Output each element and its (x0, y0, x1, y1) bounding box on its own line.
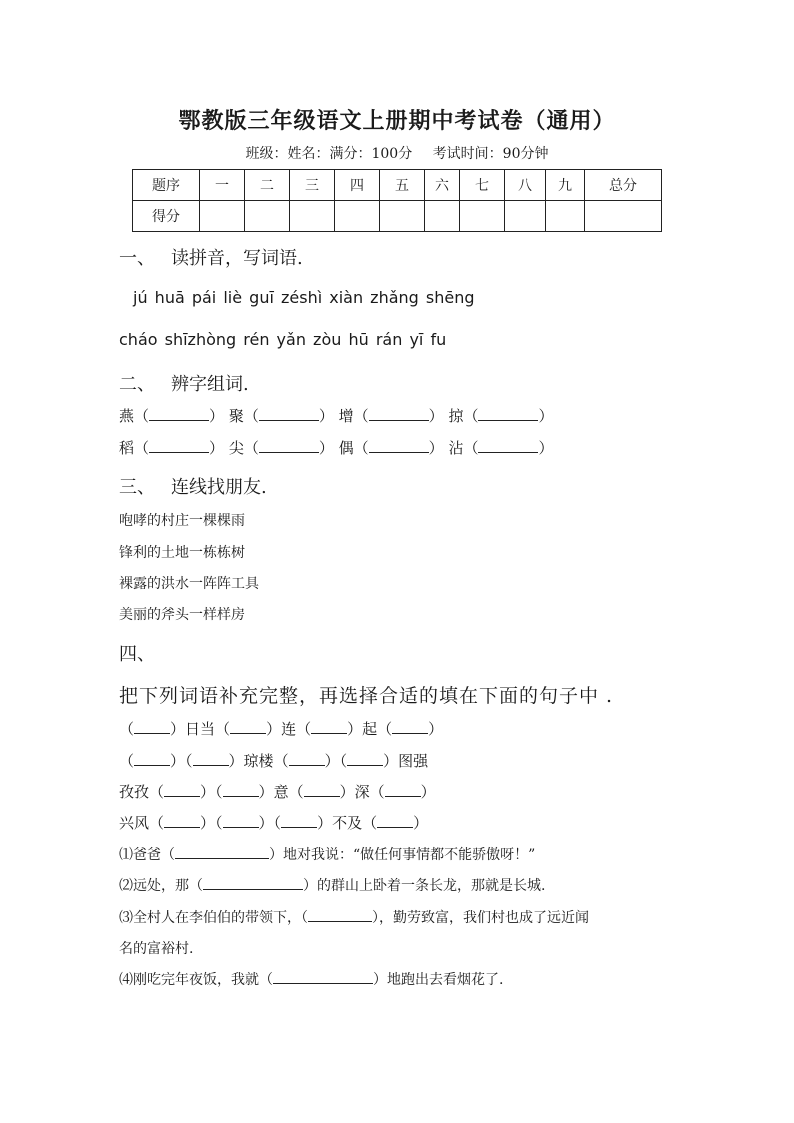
sentence-text: ）的群山上卧着一条长龙，那就是长城. (303, 878, 546, 894)
answer-blank[interactable] (347, 751, 383, 766)
answer-blank[interactable] (230, 719, 266, 734)
sentence-text: ），勤劳致富，我们村也成了远近闻 (372, 910, 589, 926)
score-table (132, 169, 662, 232)
score-cell[interactable] (585, 201, 662, 232)
match-item: 咆哮的村庄一棵棵雨 (119, 513, 245, 529)
answer-blank[interactable] (175, 844, 269, 859)
class-name-info: 班级：姓名：满分：100分 (245, 146, 413, 162)
answer-blank[interactable] (478, 438, 538, 453)
section-number: 一、 (119, 248, 155, 269)
score-header-cell: 七 (460, 170, 505, 201)
score-header-cell: 一 (200, 170, 245, 201)
page-title: 鄂教版三年级语文上册期中考试卷（通用） (178, 108, 616, 134)
idiom-fragment: 兴风 (119, 814, 150, 832)
char-item: 偶 (338, 439, 354, 457)
score-header-cell: 题序 (133, 170, 200, 201)
score-cell[interactable] (335, 201, 380, 232)
answer-blank[interactable] (134, 719, 170, 734)
section-2-heading (119, 370, 249, 396)
answer-blank[interactable] (259, 438, 319, 453)
exam-info (0, 143, 794, 163)
score-header-cell: 四 (335, 170, 380, 201)
answer-blank[interactable] (203, 875, 303, 890)
answer-blank[interactable] (164, 782, 200, 797)
answer-blank[interactable] (223, 782, 259, 797)
char-item: 增 (338, 407, 354, 425)
section-1-heading (119, 244, 303, 270)
pinyin-line-1: jú huā pái liè guī zéshì xiàn zhǎng shēng (133, 288, 475, 307)
score-header-cell: 总分 (585, 170, 662, 201)
sentence-text: ⑵远处，那（ (119, 878, 203, 894)
answer-blank[interactable] (273, 969, 373, 984)
answer-blank[interactable] (369, 406, 429, 421)
section-title: 辨字组词. (171, 374, 249, 395)
score-cell[interactable] (380, 201, 425, 232)
score-header-cell: 六 (425, 170, 460, 201)
char-item: 尖 (228, 439, 244, 457)
answer-blank[interactable] (369, 438, 429, 453)
sentence-text: ）地跑出去看烟花了. (373, 972, 504, 988)
answer-blank[interactable] (385, 782, 421, 797)
section-number: 三、 (119, 477, 155, 498)
answer-blank[interactable] (377, 813, 413, 828)
match-item: 锋利的土地一栋栋树 (119, 545, 245, 561)
answer-blank[interactable] (478, 406, 538, 421)
sentence-text: ⑴爸爸（ (119, 847, 175, 863)
sentence-3-continued: 名的富裕村. (119, 941, 194, 957)
sentence-text: ⑶全村人在李伯伯的带领下，（ (119, 910, 308, 926)
idiom-row-3: 孜孜（ ）（ ）意（ ）深（ ） (119, 783, 436, 801)
section-3-heading (119, 473, 267, 499)
answer-blank[interactable] (149, 438, 209, 453)
answer-blank[interactable] (289, 751, 325, 766)
answer-blank[interactable] (259, 406, 319, 421)
idiom-fragment: 不及 (332, 814, 363, 832)
match-item: 美丽的斧头一样样房 (119, 607, 245, 623)
answer-blank[interactable] (311, 719, 347, 734)
idiom-fragment: 连 (281, 720, 297, 738)
answer-blank[interactable] (193, 751, 229, 766)
answer-blank[interactable] (304, 782, 340, 797)
sentence-text: ⑷刚吃完年夜饭，我就（ (119, 972, 273, 988)
score-cell[interactable] (245, 201, 290, 232)
idiom-fragment: 意 (273, 783, 289, 801)
score-header-cell: 二 (245, 170, 290, 201)
exam-time-info: 考试时间：90分钟 (432, 146, 549, 162)
idiom-row-4: 兴风（ ）（ ）（ ）不及（ ） (119, 814, 429, 832)
sentence-3 (119, 907, 589, 927)
sentence-2 (119, 875, 545, 895)
score-header-cell: 九 (546, 170, 585, 201)
score-cell[interactable] (505, 201, 546, 232)
score-cell[interactable] (460, 201, 505, 232)
idiom-fragment: 琼楼 (243, 752, 274, 770)
idiom-fragment: 深 (354, 783, 370, 801)
idiom-fragment: 图强 (398, 752, 429, 770)
answer-blank[interactable] (308, 907, 372, 922)
char-item: 沾 (448, 439, 464, 457)
score-header-cell: 五 (380, 170, 425, 201)
char-row-1: 燕（ ） 聚（ ） 增（ ） 掠（ ） (119, 407, 554, 425)
answer-blank[interactable] (392, 719, 428, 734)
score-table-header-row (133, 170, 662, 201)
score-header-cell: 八 (505, 170, 546, 201)
answer-blank[interactable] (134, 751, 170, 766)
section-number: 二、 (119, 374, 155, 395)
section-4-number: 四、 (119, 644, 155, 665)
pinyin-line-2: cháo shīzhòng rén yǎn zòu hū rán yī fu (119, 330, 447, 349)
answer-blank[interactable] (223, 813, 259, 828)
sentence-text: ）地对我说：“做任何事情都不能骄傲呀！” (269, 847, 536, 863)
score-row-label: 得分 (133, 201, 200, 232)
answer-blank[interactable] (164, 813, 200, 828)
char-item: 燕 (119, 407, 135, 425)
match-item: 裸露的洪水一阵阵工具 (119, 576, 259, 592)
score-cell[interactable] (200, 201, 245, 232)
section-title: 连线找朋友. (171, 477, 267, 498)
idiom-fragment: 起 (362, 720, 378, 738)
sentence-4 (119, 969, 503, 989)
char-item: 掠 (448, 407, 464, 425)
idiom-fragment: 日当 (185, 720, 216, 738)
answer-blank[interactable] (149, 406, 209, 421)
score-cell[interactable] (425, 201, 460, 232)
score-table-score-row (133, 201, 662, 232)
score-cell[interactable] (290, 201, 335, 232)
score-cell[interactable] (546, 201, 585, 232)
answer-blank[interactable] (281, 813, 317, 828)
idiom-row-1: （ ）日当（ ）连（ ）起（ ） (119, 720, 444, 738)
section-4-title: 把下列词语补充完整，再选择合适的填在下面的句子中 . (119, 685, 614, 707)
section-title: 读拼音，写词语. (171, 248, 303, 269)
char-row-2: 稻（ ） 尖（ ） 偶（ ） 沾（ ） (119, 439, 554, 457)
char-item: 聚 (228, 407, 244, 425)
idiom-row-2: （ ）（ ）琼楼（ ）（ ）图强 (119, 752, 429, 770)
score-header-cell: 三 (290, 170, 335, 201)
sentence-1 (119, 844, 535, 864)
char-item: 稻 (119, 439, 135, 457)
idiom-fragment: 孜孜 (119, 783, 150, 801)
